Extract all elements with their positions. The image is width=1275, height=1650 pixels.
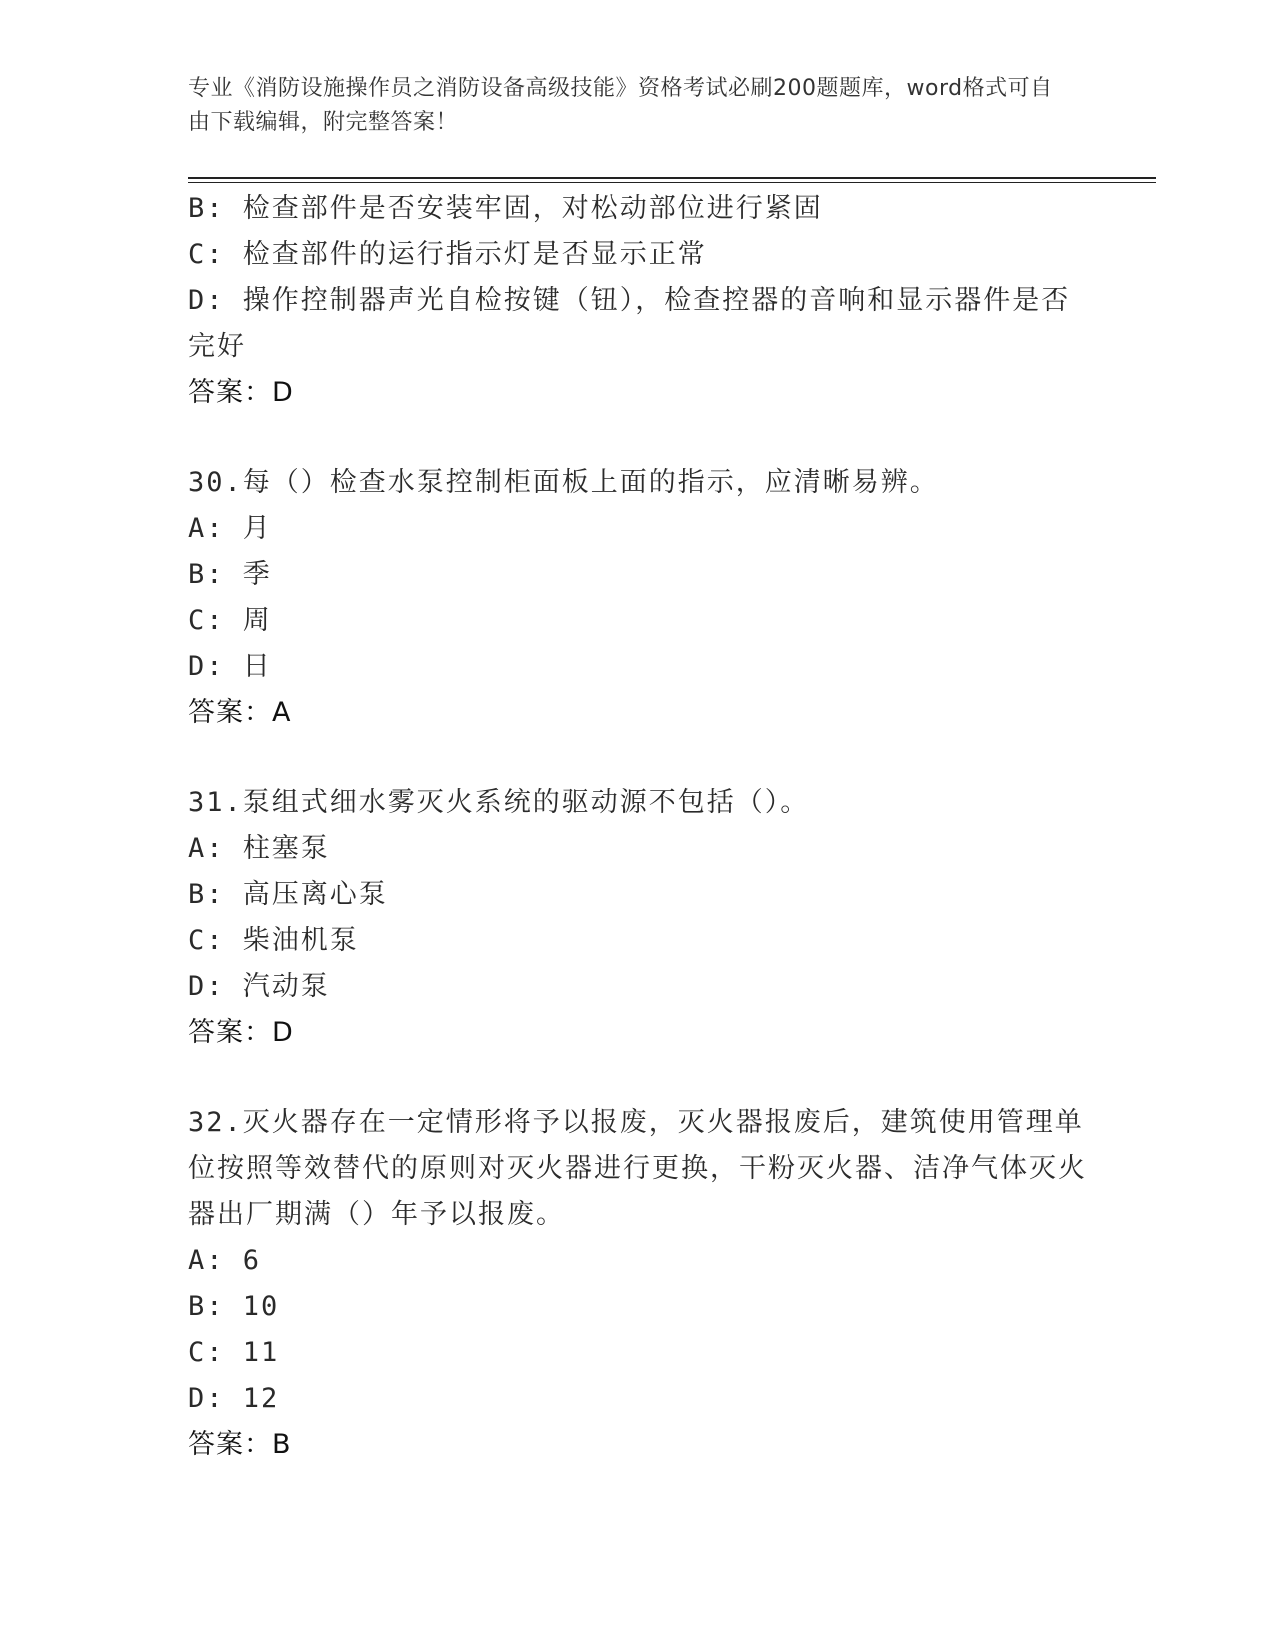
option-b: B: 高压离心泵 bbox=[188, 879, 388, 910]
option-c: C: 柴油机泵 bbox=[188, 925, 359, 956]
option-c: C: 11 bbox=[188, 1337, 280, 1368]
option-c: C: 检查部件的运行指示灯是否显示正常 bbox=[188, 239, 707, 270]
option-d: D: 操作控制器声光自检按键（钮），检查控器的音响和显示器件是否完好 bbox=[188, 285, 1071, 362]
question-stem: 31.泵组式细水雾灭火系统的驱动源不包括（）。 bbox=[188, 787, 810, 818]
answer-text: 答案：D bbox=[188, 1017, 294, 1048]
option-c: C: 周 bbox=[188, 605, 272, 636]
option-a: A: 月 bbox=[188, 513, 272, 544]
option-d: D: 汽动泵 bbox=[188, 971, 330, 1002]
document-header bbox=[188, 72, 1068, 140]
option-b: B: 季 bbox=[188, 559, 272, 590]
option-b: B: 10 bbox=[188, 1291, 280, 1322]
question-list bbox=[188, 186, 1088, 1468]
question-30 bbox=[188, 460, 1088, 736]
question-31 bbox=[188, 780, 1088, 1056]
header-divider bbox=[188, 177, 1156, 183]
question-stem: 30.每（）检查水泵控制柜面板上面的指示，应清晰易辨。 bbox=[188, 467, 939, 498]
option-d: D: 12 bbox=[188, 1383, 280, 1414]
partial-question bbox=[188, 186, 1088, 416]
option-a: A: 6 bbox=[188, 1245, 262, 1276]
option-a: A: 柱塞泵 bbox=[188, 833, 330, 864]
answer-text: 答案：B bbox=[188, 1429, 292, 1460]
option-d: D: 日 bbox=[188, 651, 272, 682]
question-stem: 32.灭火器存在一定情形将予以报废，灭火器报废后，建筑使用管理单位按照等效替代的原则对灭火器进行更换，干粉灭火器、洁净气体灭火器出厂期满（）年予以报废。 bbox=[188, 1107, 1087, 1230]
option-b: B: 检查部件是否安装牢固，对松动部位进行紧固 bbox=[188, 193, 823, 224]
question-32 bbox=[188, 1100, 1088, 1468]
answer-text: 答案：D bbox=[188, 377, 294, 408]
answer-text: 答案：A bbox=[188, 697, 292, 728]
header-title: 专业《消防设施操作员之消防设备高级技能》资格考试必刷200题题库，word格式可自由下载编辑，附完整答案！ bbox=[188, 76, 1053, 135]
